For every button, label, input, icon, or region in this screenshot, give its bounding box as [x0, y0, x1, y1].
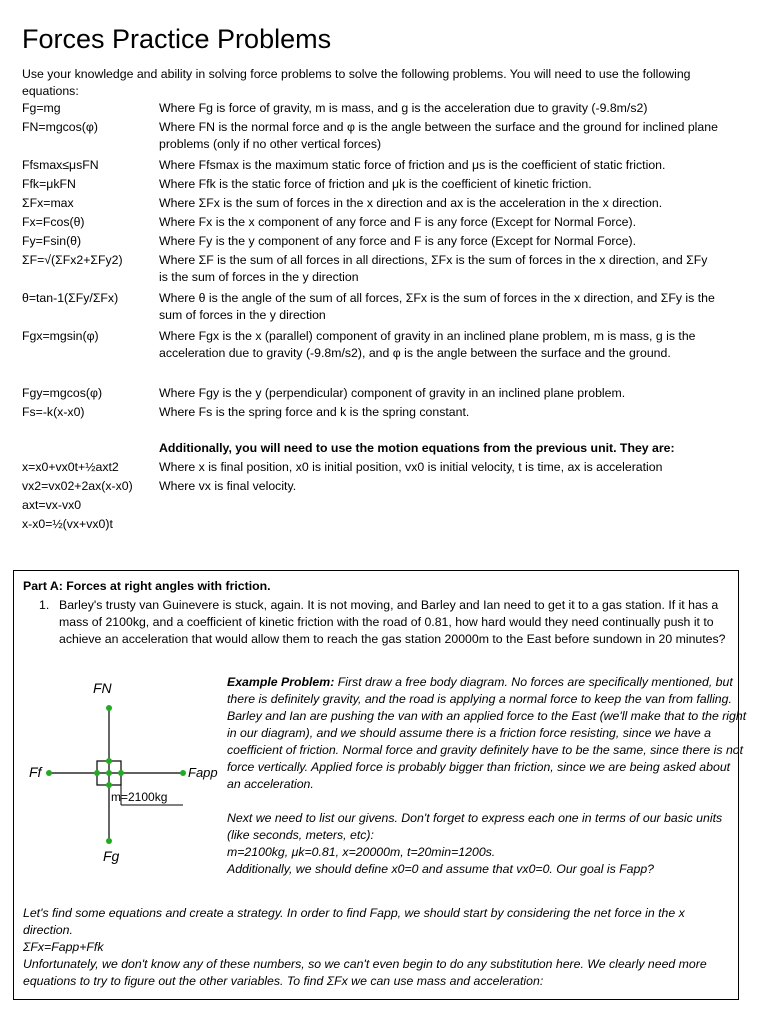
strategy-section [23, 905, 735, 990]
equation-desc: Where θ is the angle of the sum of all forces, ΣFx is the sum of forces in the x direction, and ΣFy is the sum of forces in the y direction [159, 291, 715, 322]
equation-desc: Where Fx is the x component of any force and F is any force (Except for Normal Force). [159, 215, 637, 229]
center-dot [106, 770, 112, 776]
question-text: Barley's trusty van Guinevere is stuck, again. It is not moving, and Barley and Ian need to get it to a gas station. If it has a mass of 2100kg, and a coefficient of kinetic friction with the road of 0.81, how hard would they need continually push it to achieve an acceleration that would allow them to reach the gas station 20000m to the East before sundown in 20 minutes? [59, 598, 726, 646]
equation-desc: Where Fgx is the x (parallel) component of gravity in an inclined plane problem, m is mass, g is the acceleration due to gravity (-9.8m/s2), and φ is the angle between the surface and the ground. [159, 329, 696, 360]
intro-text: Use your knowledge and ability in solving force problems to solve the following problems. You will need to use the following equations: [22, 67, 691, 98]
top-dot [106, 758, 112, 764]
givens-intro: Next we need to list our givens. Don't forget to express each one in terms of our basic units (like seconds, meters, etc): [227, 811, 723, 842]
motion-equation-velocity-squared: vx2=vx02+2ax(x-x0) [22, 479, 133, 493]
friction-force-label: Ff [29, 764, 42, 780]
equation-kinetic-friction: Ffk=μkFN [22, 177, 76, 191]
equation-desc: Where x is final position, x0 is initial position, vx0 is initial velocity, t is time, ax is acceleration [159, 460, 663, 474]
equation-angle: θ=tan-1(ΣFy/ΣFx) [22, 291, 119, 305]
equation-gravity: Fg=mg [22, 101, 61, 115]
example-problem [227, 674, 747, 878]
friction-dot [46, 770, 52, 776]
equation-desc: Where vx is final velocity. [159, 479, 297, 493]
strategy-equation: ΣFx=Fapp+Ffk [23, 940, 104, 954]
equation-desc: Where Fg is force of gravity, m is mass, and g is the acceleration due to gravity (-9.8m/s2) [159, 101, 648, 115]
equation-desc: Where Fy is the y component of any force and F is any force (Except for Normal Force). [159, 234, 637, 248]
equation-desc: Where Fs is the spring force and k is the spring constant. [159, 405, 470, 419]
equation-desc: Where ΣF is the sum of all forces in all directions, ΣFx is the sum of forces in the x direction, and ΣFy is the sum of forces in the y direction [159, 253, 708, 284]
strategy-text-2: Unfortunately, we don't know any of these numbers, so we can't even begin to do any substitution here. We clearly need more equations to try to figure out the other variables. To find ΣFx we can use mass and acceleration: [23, 957, 707, 988]
equation-gravity-parallel: Fgx=mgsin(φ) [22, 329, 99, 343]
applied-force-label: Fapp [188, 765, 218, 780]
left-dot [94, 770, 100, 776]
motion-intro: Additionally, you will need to use the motion equations from the previous unit. They are: [159, 441, 675, 455]
gravity-force-label: Fg [103, 848, 120, 864]
example-label: Example Problem: [227, 675, 335, 689]
question-1 [39, 597, 735, 648]
motion-equation-velocity: axt=vx-vx0 [22, 498, 82, 512]
gravity-dot [106, 838, 112, 844]
bottom-dot [106, 782, 112, 788]
equation-desc: Where Ffk is the static force of friction and μk is the coefficient of kinetic friction. [159, 177, 592, 191]
equation-net-force-x: ΣFx=max [22, 196, 74, 210]
applied-dot [180, 770, 186, 776]
motion-equation-average: x-x0=½(vx+vx0)t [22, 517, 113, 531]
part-a-box [13, 570, 747, 1000]
equation-static-friction: Ffsmax≤μsFN [22, 158, 99, 172]
equation-normal: FN=mgcos(φ) [22, 120, 98, 134]
equation-desc: Where FN is the normal force and φ is the angle between the surface and the ground for inclined plane problems (only if no other vertical forces) [159, 120, 718, 151]
mass-label: m=2100kg [111, 790, 168, 804]
question-number: 1. [39, 598, 50, 612]
define-values: Additionally, we should define x0=0 and assume that vx0=0. Our goal is Fapp? [227, 862, 655, 876]
example-text: First draw a free body diagram. No forces are specifically mentioned, but there is definitely gravity, and the road is applying a normal force to keep the van from falling. Barley and Ian are pushing the van with an applied force to the East (we'll make that to the right in our diagram), and we should assume there is a friction force resisting, since we have a coefficient of friction. Normal force and gravity definitely have to be the same, since there is not force vertically. Applied force is probably bigger than friction, since we are being asked about an acceleration. [227, 675, 747, 791]
equation-spring: Fs=-k(x-x0) [22, 405, 85, 419]
right-dot [118, 770, 124, 776]
strategy-text-1: Let's find some equations and create a strategy. In order to find Fapp, we should start by considering the net force in the x direction. [23, 906, 685, 937]
equation-y-component: Fy=Fsin(θ) [22, 234, 82, 248]
equation-x-component: Fx=Fcos(θ) [22, 215, 85, 229]
normal-force-dot [106, 705, 112, 711]
normal-force-label: FN [93, 680, 112, 696]
motion-equation-position: x=x0+vx0t+½axt2 [22, 460, 119, 474]
equation-desc: Where ΣFx is the sum of forces in the x direction and ax is the acceleration in the x direction. [159, 196, 663, 210]
free-body-diagram [23, 673, 233, 873]
equation-desc: Where Ffsmax is the maximum static force of friction and μs is the coefficient of static friction. [159, 158, 666, 172]
givens: m=2100kg, μk=0.81, x=20000m, t=20min=1200s. [227, 845, 496, 859]
equation-resultant: ΣF=√(ΣFx2+ΣFy2) [22, 253, 123, 267]
page-title: Forces Practice Problems [22, 24, 332, 54]
equation-desc: Where Fgy is the y (perpendicular) component of gravity in an inclined plane problem. [159, 386, 626, 400]
equation-gravity-perpendicular: Fgy=mgcos(φ) [22, 386, 103, 400]
part-a-heading: Part A: Forces at right angles with friction. [23, 579, 271, 593]
